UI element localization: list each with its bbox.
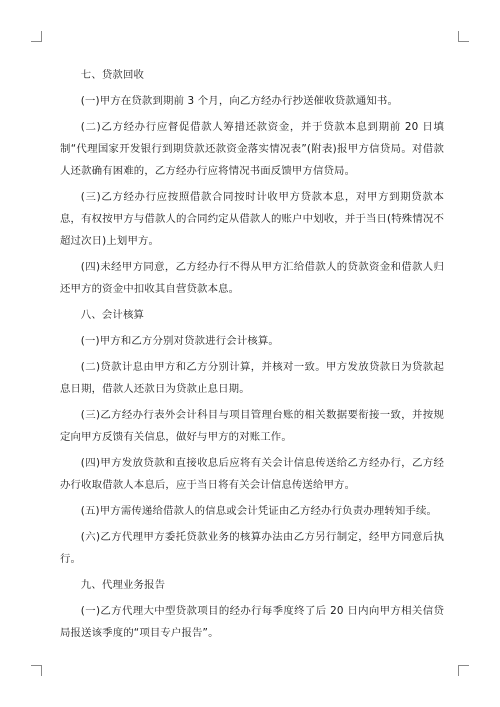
paragraph: (四)甲方发放贷款和直接收息后应将有关会计信息传送给乙方经办行，乙方经办行收取借款人本息后，应于当日将有关会计信息传送给甲方。 <box>60 457 444 491</box>
paragraph: (四)未经甲方同意，乙方经办行不得从甲方汇给借款人的贷款资金和借款人归还甲方的资金中扣收其自营贷款本息。 <box>60 261 444 295</box>
paragraph: (一)甲方和乙方分别对贷款进行会计核算。 <box>80 335 279 347</box>
paragraph: (一)乙方代理大中型贷款项目的经办行每季度终了后 20 日内向甲方相关信贷局报送该季度的“项目专户报告”。 <box>60 605 444 639</box>
paragraph: (三)乙方经办行表外会计科目与项目管理台账的相关数据要衔接一致，并按规定向甲方反馈有关信息，做好与甲方的对账工作。 <box>60 409 444 443</box>
paragraph: (二)贷款计息由甲方和乙方分别计算，并核对一致。甲方发放贷款日为贷款起息日期，借款人还款日为贷款止息日期。 <box>60 361 444 395</box>
crop-mark-top-right <box>458 31 469 42</box>
section-heading-loan-recovery: 七、贷款回收 <box>80 69 145 81</box>
paragraph: (三)乙方经办行应按照借款合同按时计收甲方贷款本息，对甲方到期贷款本息，有权按甲方与借款人的合同约定从借款人的账户中划收，并于当日(特殊情况不超过次日)上划甲方。 <box>60 191 444 247</box>
section-heading-agency-report: 九、代理业务报告 <box>80 579 166 591</box>
crop-mark-bottom-left <box>31 665 42 676</box>
paragraph: (五)甲方需传递给借款人的信息或会计凭证由乙方经办行负责办理转知手续。 <box>80 505 438 517</box>
crop-mark-bottom-right <box>458 665 469 676</box>
section-heading-accounting: 八、会计核算 <box>80 309 145 321</box>
paragraph: (一)甲方在贷款到期前 3 个月，向乙方经办行抄送催收贷款通知书。 <box>80 95 399 107</box>
paragraph: (六)乙方代理甲方委托贷款业务的核算办法由乙方另行制定，经甲方同意后执行。 <box>60 531 444 565</box>
paragraph: (二)乙方经办行应督促借款人筹措还款资金，并于贷款本息到期前 20 日填制“代理国家开发银行到期贷款还款资金落实情况表”(附表)报甲方信贷局。对借款人还款确有困难的，乙方经办行应将情况书面反馈甲方信贷局。 <box>60 121 444 177</box>
document-body <box>60 64 444 648</box>
crop-mark-top-left <box>31 31 42 42</box>
